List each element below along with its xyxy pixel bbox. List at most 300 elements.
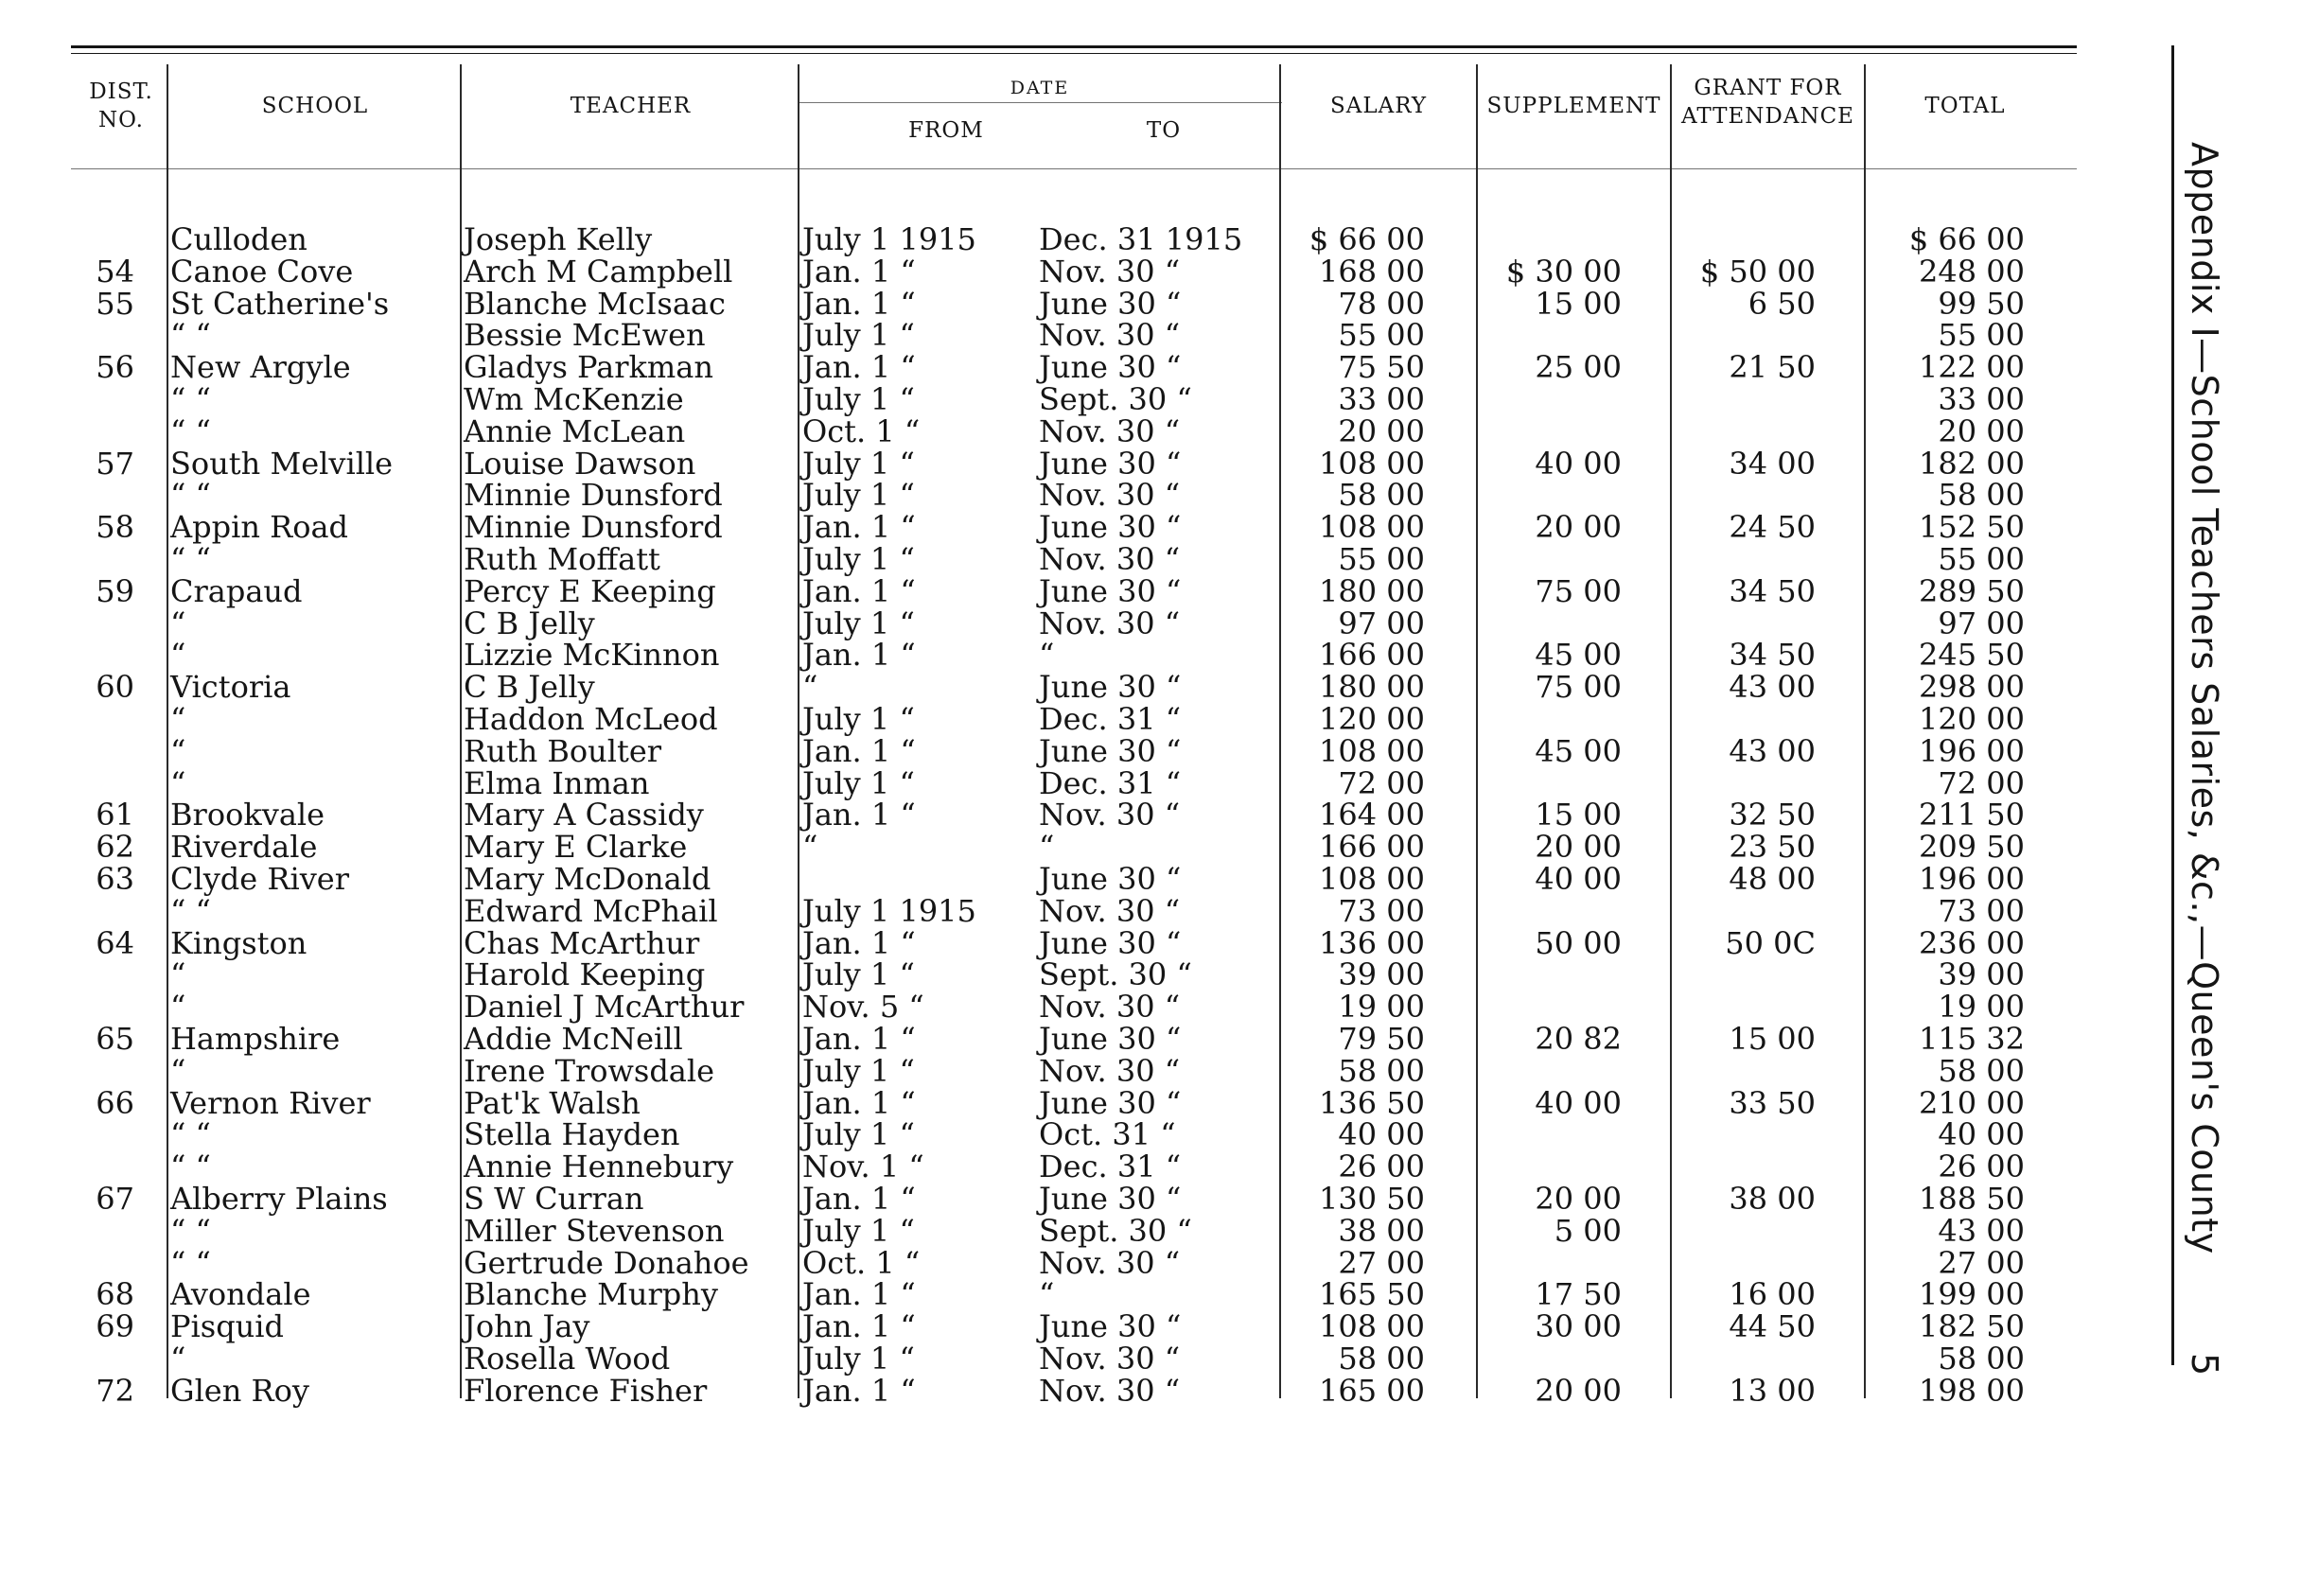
table-row xyxy=(0,255,2081,288)
school-cell: “ “ xyxy=(170,1212,211,1249)
grant-cell: 44 50 xyxy=(1729,1308,1816,1345)
teacher-cell: John Jay xyxy=(464,1308,590,1345)
from-date-cell: July 1 “ xyxy=(802,605,915,641)
dist-no-cell: 63 xyxy=(96,861,134,897)
total-cell: 248 00 xyxy=(1919,253,2025,289)
to-date-cell: Nov. 30 “ xyxy=(1039,1372,1181,1409)
to-date-cell: June 30 “ xyxy=(1039,445,1182,482)
salary-cell: 180 00 xyxy=(1319,669,1425,706)
from-date-cell: July 1 “ xyxy=(802,317,915,354)
to-date-cell: June 30 “ xyxy=(1039,732,1182,769)
grant-cell: 43 00 xyxy=(1729,732,1816,769)
salary-cell: 58 00 xyxy=(1338,1341,1425,1377)
salary-cell: 166 00 xyxy=(1319,637,1425,674)
supplement-cell: 45 00 xyxy=(1535,637,1622,674)
teacher-cell: Irene Trowsdale xyxy=(464,1052,715,1089)
table-row xyxy=(0,863,2081,895)
to-date-cell: June 30 “ xyxy=(1039,1181,1182,1217)
school-cell: “ “ xyxy=(170,381,211,417)
school-cell: “ “ xyxy=(170,1244,211,1281)
table-row xyxy=(0,1052,2081,1089)
from-date-cell: July 1 “ xyxy=(802,956,915,993)
from-date-cell: July 1 “ xyxy=(802,1212,915,1249)
table-row xyxy=(0,317,2081,354)
to-date-cell: Dec. 31 “ xyxy=(1039,701,1182,737)
grant-cell: 48 00 xyxy=(1729,861,1816,897)
salary-cell: 97 00 xyxy=(1338,605,1425,641)
from-date-cell: July 1 “ xyxy=(802,445,915,482)
dist-no-cell: 67 xyxy=(96,1181,134,1217)
supplement-cell: 17 50 xyxy=(1535,1276,1622,1313)
total-cell: 58 00 xyxy=(1938,1052,2025,1089)
to-date-cell: “ xyxy=(1039,829,1055,866)
side-title: Appendix I—School Teachers Salaries, &c.,—Queen's County xyxy=(2184,142,2225,1254)
total-cell: 196 00 xyxy=(1919,732,2025,769)
school-cell: “ “ xyxy=(170,1149,211,1185)
teacher-cell: Elma Inman xyxy=(464,764,650,801)
salary-cell: 165 00 xyxy=(1319,1372,1425,1409)
to-date-cell: June 30 “ xyxy=(1039,349,1182,386)
to-date-cell: June 30 “ xyxy=(1039,509,1182,546)
supplement-cell: 20 00 xyxy=(1535,829,1622,866)
from-date-cell: Jan. 1 “ xyxy=(802,509,916,546)
salary-cell: 108 00 xyxy=(1319,1308,1425,1345)
from-date-cell: July 1 “ xyxy=(802,701,915,737)
table-row xyxy=(0,1150,2081,1183)
teacher-cell: Lizzie McKinnon xyxy=(464,637,720,674)
from-date-cell: Jan. 1 “ xyxy=(802,253,916,289)
total-cell: 289 50 xyxy=(1919,572,2025,609)
school-cell: “ xyxy=(170,701,186,737)
header-salary: SALARY xyxy=(1329,94,1428,118)
dist-no-cell: 69 xyxy=(96,1308,134,1345)
supplement-cell: 40 00 xyxy=(1535,1084,1622,1121)
supplement-cell: 75 00 xyxy=(1535,572,1622,609)
from-date-cell: July 1 “ xyxy=(802,1052,915,1089)
teacher-cell: Annie Hennebury xyxy=(464,1149,734,1185)
salary-cell: 33 00 xyxy=(1338,381,1425,417)
top-rule-thin xyxy=(71,53,2077,54)
teacher-cell: Bessie McEwen xyxy=(464,317,706,354)
header-bottom-rule xyxy=(71,168,2077,169)
to-date-cell: June 30 “ xyxy=(1039,1021,1182,1057)
to-date-cell: Nov. 30 “ xyxy=(1039,797,1181,833)
school-cell: Avondale xyxy=(170,1276,311,1313)
dist-no-cell: 58 xyxy=(96,509,134,546)
table-row xyxy=(0,412,2081,449)
table-row xyxy=(0,798,2081,831)
from-date-cell: Jan. 1 “ xyxy=(802,1084,916,1121)
from-date-cell: Jan. 1 “ xyxy=(802,1372,916,1409)
dist-no-cell: 64 xyxy=(96,924,134,961)
school-cell: Culloden xyxy=(170,221,307,257)
teacher-cell: Mary McDonald xyxy=(464,861,711,897)
salary-cell: 136 50 xyxy=(1319,1084,1425,1121)
table-row xyxy=(0,1372,2081,1409)
date-divider-rule xyxy=(799,102,1282,103)
table-row xyxy=(0,989,2081,1026)
dist-no-cell: 61 xyxy=(96,797,134,833)
school-cell: “ xyxy=(170,605,186,641)
from-date-cell: Oct. 1 “ xyxy=(802,1244,921,1281)
to-date-cell: Nov. 30 “ xyxy=(1039,1341,1181,1377)
teacher-cell: S W Curran xyxy=(464,1181,644,1217)
from-date-cell: July 1 1915 xyxy=(802,221,976,257)
from-date-cell: Jan. 1 “ xyxy=(802,349,916,386)
grant-cell: 38 00 xyxy=(1729,1181,1816,1217)
salary-cell: 27 00 xyxy=(1338,1244,1425,1281)
table-row xyxy=(0,1084,2081,1121)
salary-cell: 108 00 xyxy=(1319,509,1425,546)
to-date-cell: June 30 “ xyxy=(1039,1084,1182,1121)
supplement-cell: 40 00 xyxy=(1535,445,1622,482)
total-cell: 26 00 xyxy=(1938,1149,2025,1185)
to-date-cell: Sept. 30 “ xyxy=(1039,1212,1192,1249)
salary-cell: 73 00 xyxy=(1338,892,1425,929)
table-row xyxy=(0,1212,2081,1249)
grant-cell: 13 00 xyxy=(1729,1372,1816,1409)
dist-no-cell: 68 xyxy=(96,1276,134,1313)
from-date-cell: Nov. 1 “ xyxy=(802,1149,924,1185)
salary-cell: 19 00 xyxy=(1338,989,1425,1026)
header-from: FROM xyxy=(908,118,984,143)
teacher-cell: Ruth Moffatt xyxy=(464,541,660,577)
school-cell: Alberry Plains xyxy=(170,1181,388,1217)
teacher-cell: Arch M Campbell xyxy=(464,253,733,289)
dist-no-cell: 54 xyxy=(96,253,134,289)
teacher-cell: Ruth Boulter xyxy=(464,732,662,769)
grant-cell: 33 50 xyxy=(1729,1084,1816,1121)
to-date-cell: Oct. 31 “ xyxy=(1039,1116,1176,1153)
teacher-cell: Florence Fisher xyxy=(464,1372,708,1409)
teacher-cell: Edward McPhail xyxy=(464,892,718,929)
school-cell: “ xyxy=(170,732,186,769)
total-cell: 298 00 xyxy=(1919,669,2025,706)
table-row xyxy=(0,732,2081,769)
from-date-cell: July 1 “ xyxy=(802,764,915,801)
school-cell: Victoria xyxy=(170,669,291,706)
side-rule xyxy=(2171,45,2174,1365)
from-date-cell: Nov. 5 “ xyxy=(802,989,924,1026)
table-row xyxy=(0,543,2081,575)
table-row xyxy=(0,223,2081,255)
salary-cell: 58 00 xyxy=(1338,477,1425,514)
teacher-cell: Pat'k Walsh xyxy=(464,1084,641,1121)
teacher-cell: Chas McArthur xyxy=(464,924,700,961)
total-cell: 40 00 xyxy=(1938,1116,2025,1153)
table-row xyxy=(0,1023,2081,1055)
teacher-cell: Wm McKenzie xyxy=(464,381,684,417)
table-row xyxy=(0,1308,2081,1345)
salary-cell: 166 00 xyxy=(1319,829,1425,866)
grant-cell: 50 0C xyxy=(1725,924,1816,961)
from-date-cell: Jan. 1 “ xyxy=(802,1276,916,1313)
school-cell: Vernon River xyxy=(170,1084,371,1121)
supplement-cell: 5 00 xyxy=(1554,1212,1622,1249)
salary-cell: 40 00 xyxy=(1338,1116,1425,1153)
to-date-cell: June 30 “ xyxy=(1039,669,1182,706)
school-cell: Clyde River xyxy=(170,861,350,897)
dist-no-cell: 59 xyxy=(96,572,134,609)
from-date-cell: “ xyxy=(802,829,818,866)
to-date-cell: June 30 “ xyxy=(1039,1308,1182,1345)
school-cell: “ “ xyxy=(170,412,211,449)
from-date-cell: Jan. 1 “ xyxy=(802,732,916,769)
to-date-cell: Nov. 30 “ xyxy=(1039,892,1181,929)
header-school: SCHOOL xyxy=(261,94,369,118)
dist-no-cell: 62 xyxy=(96,829,134,866)
table-row xyxy=(0,892,2081,929)
teacher-cell: C B Jelly xyxy=(464,605,595,641)
table-row xyxy=(0,958,2081,991)
school-cell: “ “ xyxy=(170,317,211,354)
teacher-cell: Gladys Parkman xyxy=(464,349,713,386)
from-date-cell: July 1 1915 xyxy=(802,892,976,929)
total-cell: 182 50 xyxy=(1919,1308,2025,1345)
salary-cell: 58 00 xyxy=(1338,1052,1425,1089)
salary-cell: 108 00 xyxy=(1319,445,1425,482)
total-cell: 199 00 xyxy=(1919,1276,2025,1313)
salary-cell: 168 00 xyxy=(1319,253,1425,289)
total-cell: 122 00 xyxy=(1919,349,2025,386)
top-rule xyxy=(71,45,2077,48)
dist-no-cell: 65 xyxy=(96,1021,134,1057)
table-row xyxy=(0,669,2081,706)
total-cell: 182 00 xyxy=(1919,445,2025,482)
total-cell: 211 50 xyxy=(1919,797,2025,833)
table-row xyxy=(0,509,2081,546)
page-number: 5 xyxy=(2184,1353,2225,1377)
supplement-cell: 30 00 xyxy=(1535,1308,1622,1345)
supplement-cell: 20 00 xyxy=(1535,509,1622,546)
school-cell: Canoe Cove xyxy=(170,253,354,289)
from-date-cell: July 1 “ xyxy=(802,381,915,417)
total-cell: 115 32 xyxy=(1919,1021,2025,1057)
school-cell: Brookvale xyxy=(170,797,325,833)
school-cell: New Argyle xyxy=(170,349,351,386)
table-row xyxy=(0,477,2081,514)
teacher-cell: Mary A Cassidy xyxy=(464,797,704,833)
teacher-cell: Minnie Dunsford xyxy=(464,509,723,546)
to-date-cell: Nov. 30 “ xyxy=(1039,605,1181,641)
grant-cell: 34 00 xyxy=(1729,445,1816,482)
teacher-cell: Blanche Murphy xyxy=(464,1276,718,1313)
total-cell: 120 00 xyxy=(1919,701,2025,737)
total-cell: 58 00 xyxy=(1938,477,2025,514)
salary-cell: 55 00 xyxy=(1338,541,1425,577)
from-date-cell: Jan. 1 “ xyxy=(802,285,916,322)
teacher-cell: Rosella Wood xyxy=(464,1341,671,1377)
total-cell: 99 50 xyxy=(1938,285,2025,322)
supplement-cell: 40 00 xyxy=(1535,861,1622,897)
teacher-cell: Minnie Dunsford xyxy=(464,477,723,514)
from-date-cell: Jan. 1 “ xyxy=(802,1021,916,1057)
to-date-cell: Nov. 30 “ xyxy=(1039,989,1181,1026)
teacher-cell: Stella Hayden xyxy=(464,1116,680,1153)
to-date-cell: June 30 “ xyxy=(1039,285,1182,322)
grant-cell: 43 00 xyxy=(1729,669,1816,706)
grant-cell: 34 50 xyxy=(1729,572,1816,609)
grant-cell: 24 50 xyxy=(1729,509,1816,546)
teacher-cell: Haddon McLeod xyxy=(464,701,718,737)
to-date-cell: Nov. 30 “ xyxy=(1039,253,1181,289)
total-cell: 58 00 xyxy=(1938,1341,2025,1377)
total-cell: 73 00 xyxy=(1938,892,2025,929)
from-date-cell: “ xyxy=(802,669,818,706)
total-cell: 39 00 xyxy=(1938,956,2025,993)
from-date-cell: Jan. 1 “ xyxy=(802,924,916,961)
salary-cell: 72 00 xyxy=(1338,764,1425,801)
salary-cell: 165 50 xyxy=(1319,1276,1425,1313)
to-date-cell: Dec. 31 1915 xyxy=(1039,221,1243,257)
table-row xyxy=(0,1244,2081,1281)
from-date-cell: Jan. 1 “ xyxy=(802,1308,916,1345)
to-date-cell: Nov. 30 “ xyxy=(1039,1244,1181,1281)
from-date-cell: Oct. 1 “ xyxy=(802,412,921,449)
total-cell: 72 00 xyxy=(1938,764,2025,801)
salary-cell: 164 00 xyxy=(1319,797,1425,833)
grant-cell: 16 00 xyxy=(1729,1276,1816,1313)
grant-cell: 32 50 xyxy=(1729,797,1816,833)
salary-cell: 75 50 xyxy=(1338,349,1425,386)
teacher-cell: Louise Dawson xyxy=(464,445,696,482)
to-date-cell: June 30 “ xyxy=(1039,572,1182,609)
table-row xyxy=(0,285,2081,322)
grant-cell: 34 50 xyxy=(1729,637,1816,674)
school-cell: Riverdale xyxy=(170,829,318,866)
teacher-cell: Percy E Keeping xyxy=(464,572,716,609)
salary-cell: $ 66 00 xyxy=(1309,221,1425,257)
school-cell: “ xyxy=(170,956,186,993)
from-date-cell: July 1 “ xyxy=(802,477,915,514)
teacher-cell: Annie McLean xyxy=(464,412,686,449)
header-supplement: SUPPLEMENT xyxy=(1486,94,1661,118)
table-row xyxy=(0,1342,2081,1375)
teacher-cell: Harold Keeping xyxy=(464,956,706,993)
school-cell: “ “ xyxy=(170,892,211,929)
total-cell: 19 00 xyxy=(1938,989,2025,1026)
teacher-cell: Miller Stevenson xyxy=(464,1212,725,1249)
school-cell: “ xyxy=(170,1341,186,1377)
supplement-cell: 75 00 xyxy=(1535,669,1622,706)
school-cell: “ “ xyxy=(170,1116,211,1153)
from-date-cell: Jan. 1 “ xyxy=(802,1181,916,1217)
school-cell: “ xyxy=(170,1052,186,1089)
dist-no-cell: 66 xyxy=(96,1084,134,1121)
supplement-cell: 20 00 xyxy=(1535,1372,1622,1409)
from-date-cell: Jan. 1 “ xyxy=(802,797,916,833)
header-grant: GRANT FOR ATTENDANCE xyxy=(1681,76,1854,129)
to-date-cell: “ xyxy=(1039,637,1055,674)
table-row xyxy=(0,764,2081,801)
teacher-cell: C B Jelly xyxy=(464,669,595,706)
salary-cell: 180 00 xyxy=(1319,572,1425,609)
total-cell: 198 00 xyxy=(1919,1372,2025,1409)
dist-no-cell: 60 xyxy=(96,669,134,706)
salary-cell: 79 50 xyxy=(1338,1021,1425,1057)
table-row xyxy=(0,572,2081,609)
table-row xyxy=(0,637,2081,674)
total-cell: 152 50 xyxy=(1919,509,2025,546)
teacher-cell: Daniel J McArthur xyxy=(464,989,745,1026)
header-to: TO xyxy=(1146,118,1182,143)
supplement-cell: $ 30 00 xyxy=(1505,253,1622,289)
table-row xyxy=(0,1276,2081,1313)
supplement-cell: 25 00 xyxy=(1535,349,1622,386)
total-cell: 97 00 xyxy=(1938,605,2025,641)
total-cell: 43 00 xyxy=(1938,1212,2025,1249)
total-cell: 55 00 xyxy=(1938,541,2025,577)
school-cell: “ xyxy=(170,764,186,801)
to-date-cell: Nov. 30 “ xyxy=(1039,317,1181,354)
header-date: DATE xyxy=(1010,78,1070,98)
table-row xyxy=(0,607,2081,640)
to-date-cell: Nov. 30 “ xyxy=(1039,1052,1181,1089)
supplement-cell: 20 00 xyxy=(1535,1181,1622,1217)
to-date-cell: Dec. 31 “ xyxy=(1039,764,1182,801)
from-date-cell: Jan. 1 “ xyxy=(802,637,916,674)
teacher-cell: Mary E Clarke xyxy=(464,829,688,866)
total-cell: 210 00 xyxy=(1919,1084,2025,1121)
school-cell: South Melville xyxy=(170,445,394,482)
to-date-cell: “ xyxy=(1039,1276,1055,1313)
teacher-cell: Joseph Kelly xyxy=(464,221,653,257)
school-cell: Kingston xyxy=(170,924,307,961)
from-date-cell: July 1 “ xyxy=(802,1116,915,1153)
supplement-cell: 20 82 xyxy=(1535,1021,1622,1057)
to-date-cell: June 30 “ xyxy=(1039,924,1182,961)
table-row xyxy=(0,349,2081,386)
table-row xyxy=(0,703,2081,735)
grant-cell: 23 50 xyxy=(1729,829,1816,866)
total-cell: 209 50 xyxy=(1919,829,2025,866)
to-date-cell: June 30 “ xyxy=(1039,861,1182,897)
school-cell: Crapaud xyxy=(170,572,303,609)
from-date-cell: July 1 “ xyxy=(802,1341,915,1377)
school-cell: Pisquid xyxy=(170,1308,284,1345)
salary-cell: 78 00 xyxy=(1338,285,1425,322)
total-cell: 236 00 xyxy=(1919,924,2025,961)
table-row xyxy=(0,924,2081,961)
table-row xyxy=(0,829,2081,866)
salary-cell: 38 00 xyxy=(1338,1212,1425,1249)
from-date-cell: Jan. 1 “ xyxy=(802,572,916,609)
school-cell: “ “ xyxy=(170,477,211,514)
school-cell: Appin Road xyxy=(170,509,349,546)
dist-no-cell: 55 xyxy=(96,285,134,322)
school-cell: “ “ xyxy=(170,541,211,577)
table-row xyxy=(0,383,2081,415)
school-cell: St Catherine's xyxy=(170,285,390,322)
header-total: TOTAL xyxy=(1924,94,2006,118)
salary-cell: 108 00 xyxy=(1319,861,1425,897)
grant-cell: $ 50 00 xyxy=(1699,253,1816,289)
total-cell: 33 00 xyxy=(1938,381,2025,417)
total-cell: 20 00 xyxy=(1938,412,2025,449)
supplement-cell: 15 00 xyxy=(1535,797,1622,833)
salary-cell: 55 00 xyxy=(1338,317,1425,354)
total-cell: 245 50 xyxy=(1919,637,2025,674)
to-date-cell: Sept. 30 “ xyxy=(1039,381,1192,417)
grant-cell: 15 00 xyxy=(1729,1021,1816,1057)
supplement-cell: 15 00 xyxy=(1535,285,1622,322)
salary-cell: 120 00 xyxy=(1319,701,1425,737)
salary-cell: 130 50 xyxy=(1319,1181,1425,1217)
to-date-cell: Sept. 30 “ xyxy=(1039,956,1192,993)
total-cell: 27 00 xyxy=(1938,1244,2025,1281)
to-date-cell: Nov. 30 “ xyxy=(1039,477,1181,514)
header-teacher: TEACHER xyxy=(570,94,692,118)
